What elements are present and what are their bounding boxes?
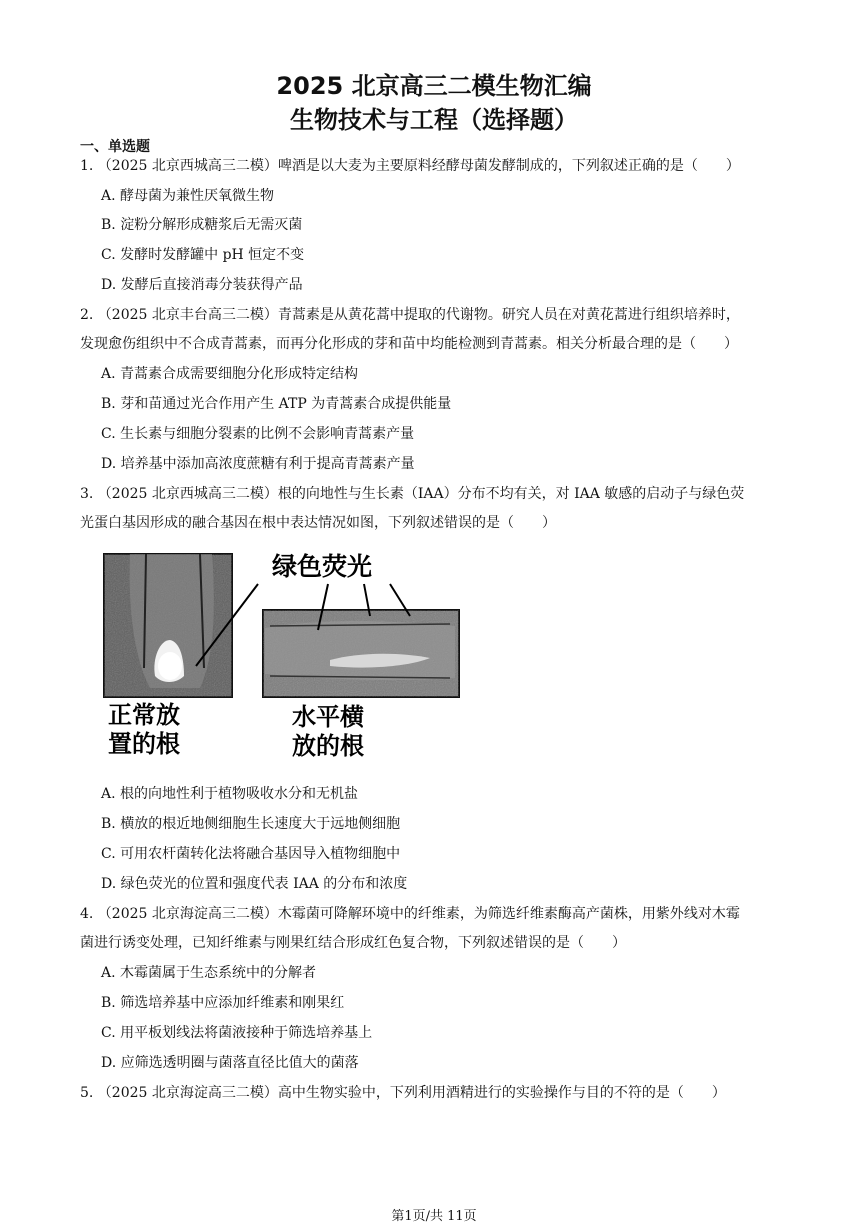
question-4-stem-line-2: 菌进行诱变处理，已知纤维素与刚果红结合形成红色复合物，下列叙述错误的是（ ） — [80, 935, 626, 951]
q1-option-b: B. 淀粉分解形成糖浆后无需灭菌 — [101, 217, 303, 233]
q2-option-c: C. 生长素与细胞分裂素的比例不会影响青蒿素产量 — [101, 426, 415, 442]
q1-option-c: C. 发酵时发酵罐中 pH 恒定不变 — [101, 247, 305, 263]
q4-option-c: C. 用平板划线法将菌液接种于筛选培养基上 — [101, 1025, 373, 1041]
question-3-stem-line-1: 3. （2025 北京西城高三二模）根的向地性与生长素（IAA）分布不均有关，对 IAA 敏感的启动子与绿色荧 — [80, 486, 745, 502]
q4-option-d: D. 应筛选透明圈与菌落直径比值大的菌落 — [101, 1055, 359, 1071]
question-3-stem-line-2: 光蛋白基因形成的融合基因在根中表达情况如图，下列叙述错误的是（ ） — [80, 515, 556, 531]
q2-option-d: D. 培养基中添加高浓度蔗糖有利于提高青蒿素产量 — [101, 456, 415, 472]
horizontal-root-label-2: 放的根 — [292, 732, 364, 758]
q4-option-b: B. 筛选培养基中应添加纤维素和刚果红 — [101, 995, 345, 1011]
page-footer: 第1页/共 11页 — [391, 1209, 477, 1224]
question-5-stem: 5. （2025 北京海淀高三二模）高中生物实验中，下列利用酒精进行的实验操作与目的不符的是（ ） — [80, 1085, 726, 1101]
question-2-stem-line-2: 发现愈伤组织中不合成青蒿素，而再分化形成的芽和苗中均能检测到青蒿素。相关分析最合理的是（ ） — [80, 336, 738, 352]
root-figure-svg — [100, 548, 465, 758]
normal-root-label-2: 置的根 — [108, 730, 180, 758]
q3-option-b: B. 横放的根近地侧细胞生长速度大于远地侧细胞 — [101, 816, 401, 832]
q1-option-d: D. 发酵后直接消毒分装获得产品 — [101, 277, 303, 293]
q3-option-d: D. 绿色荧光的位置和强度代表 IAA 的分布和浓度 — [101, 876, 408, 892]
normal-root-photo — [104, 554, 232, 697]
q3-option-c: C. 可用农杆菌转化法将融合基因导入植物细胞中 — [101, 846, 401, 862]
fluorescence-label: 绿色荧光 — [271, 552, 373, 581]
document-title: 2025 北京高三二模生物汇编 — [276, 72, 592, 100]
horizontal-root-photo — [263, 610, 459, 697]
q2-option-a: A. 青蒿素合成需要细胞分化形成特定结构 — [101, 366, 359, 382]
q4-option-a: A. 木霉菌属于生态系统中的分解者 — [101, 965, 317, 981]
horizontal-root-label-1: 水平横 — [292, 703, 364, 731]
section-heading: 一、单选题 — [80, 139, 150, 155]
question-2-stem-line-1: 2. （2025 北京丰台高三二模）青蒿素是从黄花蒿中提取的代谢物。研究人员在对黄花蒿进行组织培养时， — [80, 307, 740, 323]
q3-option-a: A. 根的向地性利于植物吸收水分和无机盐 — [101, 786, 359, 802]
question-1-stem: 1. （2025 北京西城高三二模）啤酒是以大麦为主要原料经酵母菌发酵制成的，下列叙述正确的是（ ） — [80, 158, 740, 174]
document-subtitle: 生物技术与工程（选择题） — [290, 106, 578, 134]
normal-root-label-1: 正常放 — [108, 701, 180, 729]
root-fluorescence-figure — [100, 548, 465, 758]
q2-option-b: B. 芽和苗通过光合作用产生 ATP 为青蒿素合成提供能量 — [101, 396, 452, 412]
q1-option-a: A. 酵母菌为兼性厌氧微生物 — [101, 188, 275, 204]
question-4-stem-line-1: 4. （2025 北京海淀高三二模）木霉菌可降解环境中的纤维素，为筛选纤维素酶高产菌株，用紫外线对木霉 — [80, 906, 740, 922]
